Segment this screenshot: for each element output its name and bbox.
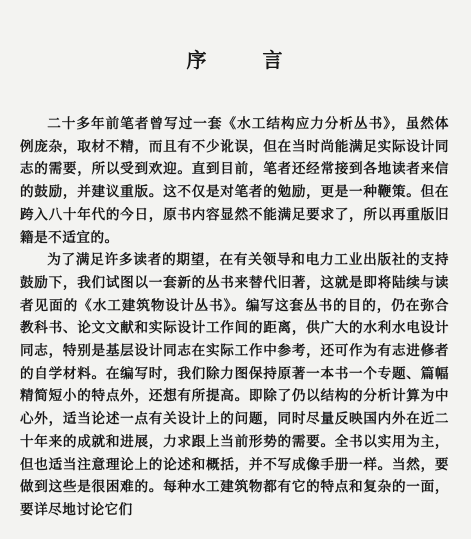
- paragraph-1: 二十多年前笔者曾写过一套《水工结构应力分析丛书》，虽然体例庞杂，取材不精，而且有不少讹误，但在当时尚能满足实际设计同志的需要，所以受到欢迎。直到目前，笔者还经常接到各地读者来信的鼓励，并建议重版。这不仅是对笔者的勉励，更是一种鞭策。但在跨入八十年代的今日，原书内容显然不能满足要求了，所以再重版旧籍是不适宜的。: [20, 116, 449, 246]
- paragraph-2: 为了满足许多读者的期望，在有关领导和电力工业出版社的支持鼓励下，我们试图以一套新的丛书来替代旧著，这就是即将陆续与读者见面的《水工建筑物设计丛书》。编写这套丛书的目的，仍在弥合教科书、论文文献和实际设计工作间的距离，供广大的水利水电设计同志，特别是基层设计同志在实际工作中参考，还可作为有志进修者的自学材料。在编写时，我们除力图保持原著一本书一个专题、篇幅精简短小的特点外，还想有所提高。即除了仍以结构的分析计算为中心外，适当论述一点有关设计上的问题，同时尽量反映国内外在近二十年来的成就和进展，力求跟上当前形势的需要。全书以实用为主，但也适当注意理论上的论述和概括，并不写成像手册一样。当然，要做到这些是很困难的。每种水工建筑物都有它的特点和复杂的一面，要详尽地讨论它们: [20, 252, 449, 518]
- page-title: 序 言: [186, 48, 301, 72]
